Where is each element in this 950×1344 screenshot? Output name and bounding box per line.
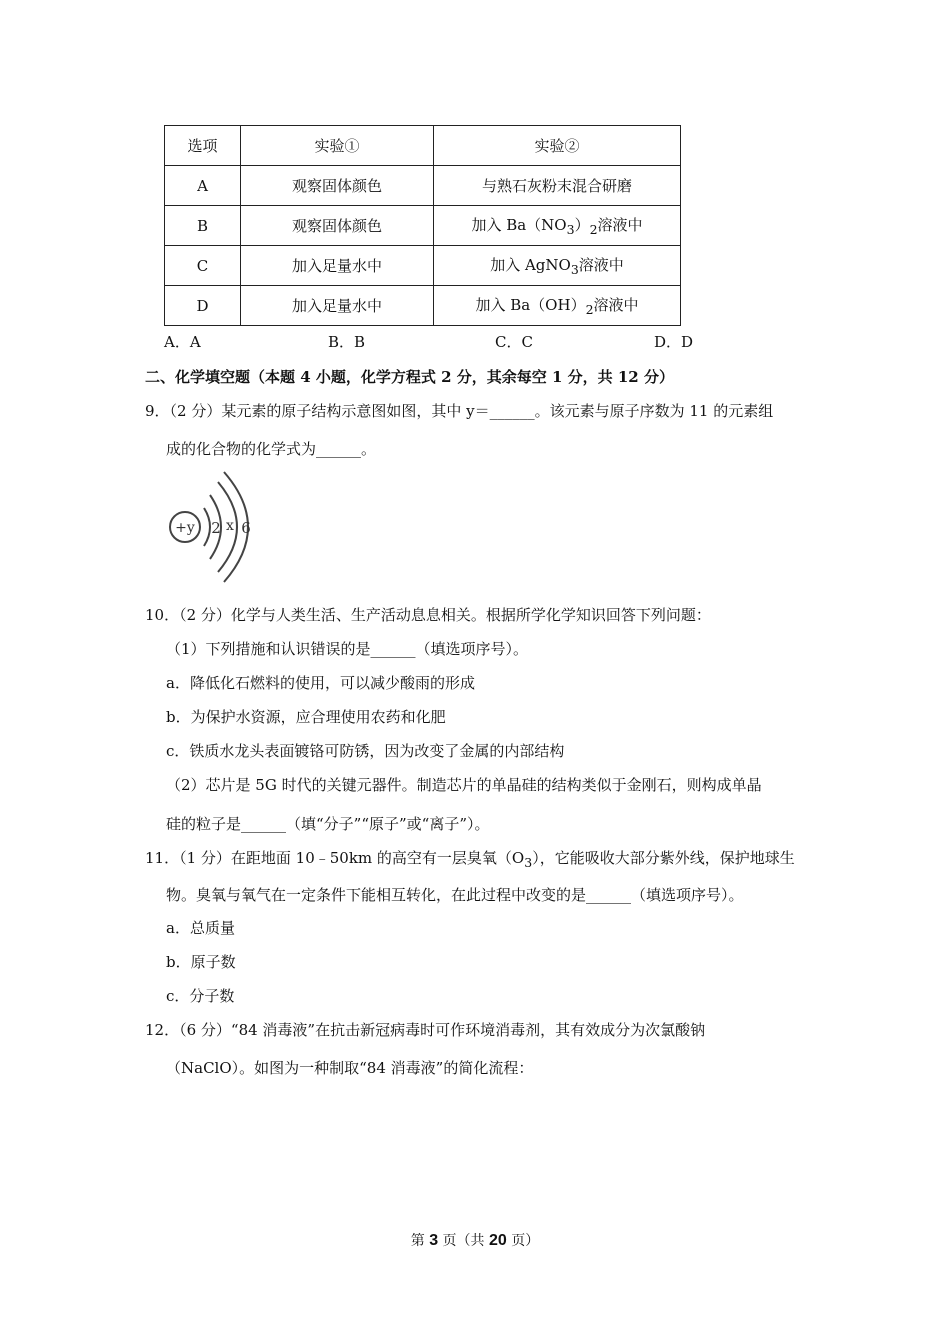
q11-option-a: a．总质量 xyxy=(166,919,235,937)
page-number: 3 xyxy=(429,1232,439,1249)
table-cell-exp2 xyxy=(434,206,681,246)
table-cell-option: C xyxy=(165,246,241,286)
page-footer xyxy=(0,1230,950,1250)
atom-structure-diagram xyxy=(160,470,270,585)
formula-subscript: 3 xyxy=(566,222,575,237)
q11-text: 11．（1 分）在距地面 10﹣50km 的高空有一层臭氧（O xyxy=(145,849,525,867)
choice-b: B．B xyxy=(328,333,366,351)
nucleus-label: +y xyxy=(175,520,195,536)
shell1-electrons: 2 xyxy=(211,519,221,537)
q10-option-c: c．铁质水龙头表面镀铬可防锈，因为改变了金属的内部结构 xyxy=(166,742,565,760)
choice-a: A．A xyxy=(164,333,201,351)
table-row xyxy=(165,206,681,246)
options-table xyxy=(164,125,681,326)
q10-line1: 10．（2 分）化学与人类生活、生产活动息息相关。根据所学化学知识回答下列问题： xyxy=(145,606,711,624)
q10-sub2-line1: （2）芯片是 5G 时代的关键元器件。制造芯片的单晶硅的结构类似于金刚石，则构成单晶 xyxy=(166,776,762,794)
table-header-cell: 选项 xyxy=(165,126,241,166)
q11-text: ），它能吸收大部分紫外线，保护地球生 xyxy=(532,849,795,867)
q11-line2: 物。臭氧与氧气在一定条件下能相互转化，在此过程中改变的是______（填选项序号）。 xyxy=(166,886,744,904)
formula-text: 溶液中 xyxy=(597,216,643,234)
q9-line2: 成的化合物的化学式为______。 xyxy=(166,440,377,458)
formula-subscript: 3 xyxy=(570,262,579,277)
table-header-cell: 实验② xyxy=(434,126,681,166)
formula-text: 加入 Ba（NO xyxy=(471,216,567,234)
table-header-cell: 实验① xyxy=(241,126,434,166)
table-cell-exp1: 观察固体颜色 xyxy=(241,206,434,246)
formula-subscript: 2 xyxy=(589,222,598,237)
formula-text: 溶液中 xyxy=(578,256,624,274)
table-row xyxy=(165,286,681,326)
section-title: 二、化学填空题（本题 4 小题，化学方程式 2 分，其余每空 1 分，共 12 分） xyxy=(145,368,674,386)
table-cell-option: A xyxy=(165,166,241,206)
footer-text: 第 xyxy=(410,1233,430,1249)
q11-option-b: b．原子数 xyxy=(166,953,236,971)
table-cell-exp2 xyxy=(434,286,681,326)
q9-line1: 9．（2 分）某元素的原子结构示意图如图，其中 y＝______。该元素与原子序数为 11 的元素组 xyxy=(145,402,774,420)
q11-line1 xyxy=(145,847,795,870)
choice-d: D．D xyxy=(654,333,694,351)
table-cell-exp1: 加入足量水中 xyxy=(241,286,434,326)
table-cell-option: D xyxy=(165,286,241,326)
formula-text: 溶液中 xyxy=(593,296,639,314)
q10-sub1: （1）下列措施和认识错误的是______（填选项序号）。 xyxy=(166,640,529,658)
shell2-electrons: x xyxy=(226,518,234,534)
table-cell-exp2 xyxy=(434,246,681,286)
footer-text: 页（共 xyxy=(438,1233,489,1249)
formula-subscript: 2 xyxy=(585,302,594,317)
table-header-row xyxy=(165,126,681,166)
formula-text: 加入 Ba（OH） xyxy=(475,296,586,314)
table-row xyxy=(165,246,681,286)
table-cell-exp1: 加入足量水中 xyxy=(241,246,434,286)
q12-line1: 12．（6 分）“84 消毒液”在抗击新冠病毒时可作环境消毒剂，其有效成分为次氯酸钠 xyxy=(145,1021,706,1039)
table-cell-exp2: 与熟石灰粉末混合研磨 xyxy=(434,166,681,206)
shell-arc-1 xyxy=(204,508,210,546)
formula-text: ） xyxy=(574,216,590,234)
q10-sub2-line2: 硅的粒子是______（填“分子”“原子”或“离子”）。 xyxy=(166,815,490,833)
formula-subscript: 3 xyxy=(524,855,533,870)
table-cell-option: B xyxy=(165,206,241,246)
footer-text: 页） xyxy=(506,1233,540,1249)
table-row xyxy=(165,166,681,206)
q10-option-b: b．为保护水资源，应合理使用农药和化肥 xyxy=(166,708,446,726)
q10-option-a: a．降低化石燃料的使用，可以减少酸雨的形成 xyxy=(166,674,475,692)
shell3-electrons: 6 xyxy=(241,519,251,537)
q12-line2: （NaClO）。如图为一种制取“84 消毒液”的简化流程： xyxy=(166,1059,534,1077)
formula-text: 加入 AgNO xyxy=(490,256,571,274)
table-cell-exp1: 观察固体颜色 xyxy=(241,166,434,206)
page-total: 20 xyxy=(489,1232,507,1249)
choice-c: C．C xyxy=(495,333,533,351)
q11-option-c: c．分子数 xyxy=(166,987,235,1005)
